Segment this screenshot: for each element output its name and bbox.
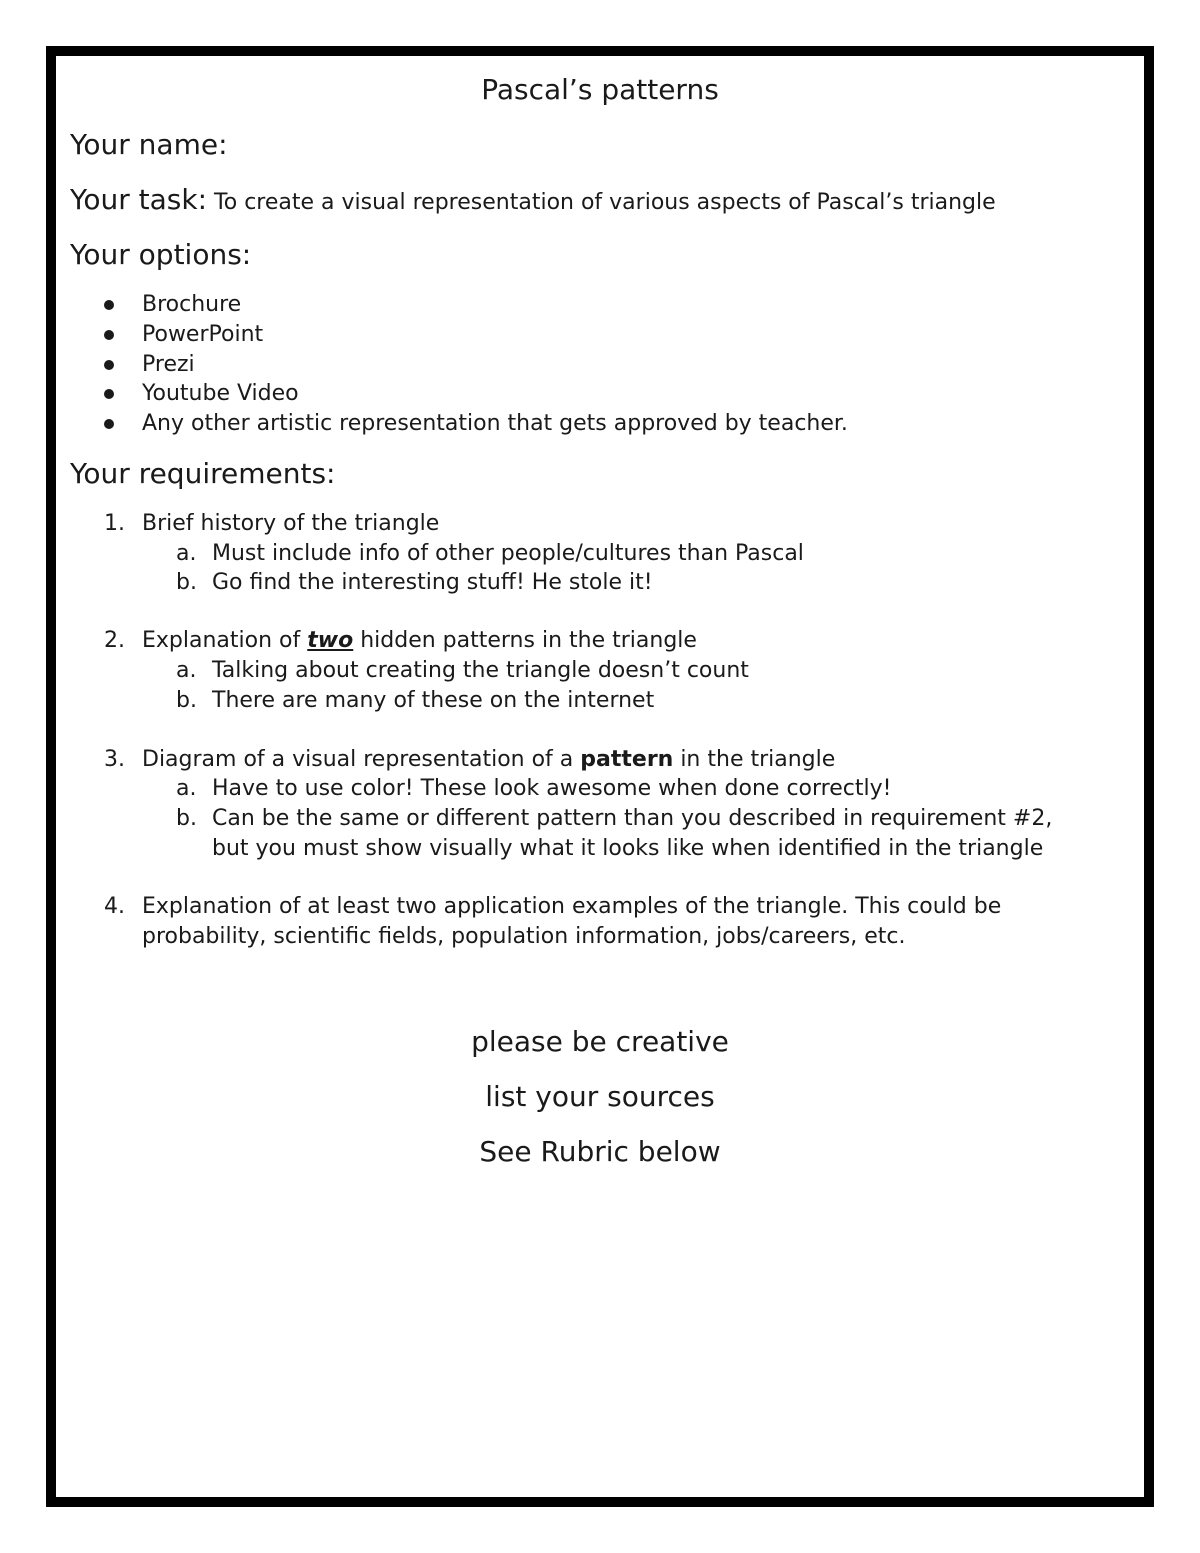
- sub-item-mark: b.: [176, 688, 197, 713]
- options-item-text: Brochure: [142, 292, 242, 317]
- sub-item-text: Go find the interesting stuff! He stole it!: [212, 570, 653, 595]
- document-title: Pascal’s patterns: [481, 73, 719, 106]
- options-item-text: Prezi: [142, 352, 195, 377]
- options-item-text: Any other artistic representation that gets approved by teacher.: [142, 411, 848, 436]
- requirement-text: [142, 745, 835, 775]
- options-heading: Your options:: [70, 238, 252, 271]
- bullet-icon: [104, 419, 114, 429]
- requirement-text-after: in the triangle: [673, 747, 836, 772]
- options-item-text: PowerPoint: [142, 322, 264, 347]
- sub-item-text: Must include info of other people/cultures than Pascal: [212, 541, 804, 566]
- requirement-text-before: Explanation of: [142, 628, 308, 653]
- requirement-text-before: Diagram of a visual representation of a: [142, 747, 581, 772]
- task-label: Your task:: [70, 183, 208, 216]
- requirement-number: 2.: [104, 628, 125, 653]
- sub-item-text: There are many of these on the internet: [212, 688, 655, 713]
- sub-item-text: Talking about creating the triangle doesn’t count: [212, 658, 749, 683]
- sub-item-mark: a.: [176, 776, 197, 801]
- sub-item-text-continued: but you must show visually what it looks like when identified in the triangle: [212, 836, 1044, 861]
- bullet-icon: [104, 389, 114, 399]
- task-heading: [70, 182, 996, 221]
- requirement-number: 1.: [104, 511, 125, 536]
- bullet-icon: [104, 330, 114, 340]
- closing-line-rubric: See Rubric below: [479, 1135, 721, 1168]
- task-text: To create a visual representation of various aspects of Pascal’s triangle: [207, 190, 996, 215]
- bullet-icon: [104, 300, 114, 310]
- closing-line-creative: please be creative: [471, 1025, 729, 1058]
- name-heading: Your name:: [70, 128, 228, 161]
- sub-item-text: Have to use color! These look awesome when done correctly!: [212, 776, 892, 801]
- sub-item-mark: a.: [176, 541, 197, 566]
- requirement-text: Explanation of at least two application examples of the triangle. This could be: [142, 894, 1002, 919]
- requirement-text: Brief history of the triangle: [142, 511, 440, 536]
- requirement-number: 4.: [104, 894, 125, 919]
- closing-line-sources: list your sources: [485, 1080, 715, 1113]
- bullet-icon: [104, 360, 114, 370]
- options-item-text: Youtube Video: [142, 381, 299, 406]
- emphasis-pattern: pattern: [580, 747, 674, 772]
- sub-item-text: Can be the same or different pattern than you described in requirement #2,: [212, 806, 1053, 831]
- requirement-text-after: hidden patterns in the triangle: [353, 628, 697, 653]
- emphasis-two: two: [307, 628, 354, 653]
- sub-item-mark: b.: [176, 806, 197, 831]
- sub-item-mark: b.: [176, 570, 197, 595]
- requirements-heading: Your requirements:: [70, 457, 336, 490]
- sub-item-mark: a.: [176, 658, 197, 683]
- requirement-number: 3.: [104, 747, 125, 772]
- requirement-text: [142, 626, 697, 656]
- requirement-text-continued: probability, scientific fields, population information, jobs/careers, etc.: [142, 924, 906, 949]
